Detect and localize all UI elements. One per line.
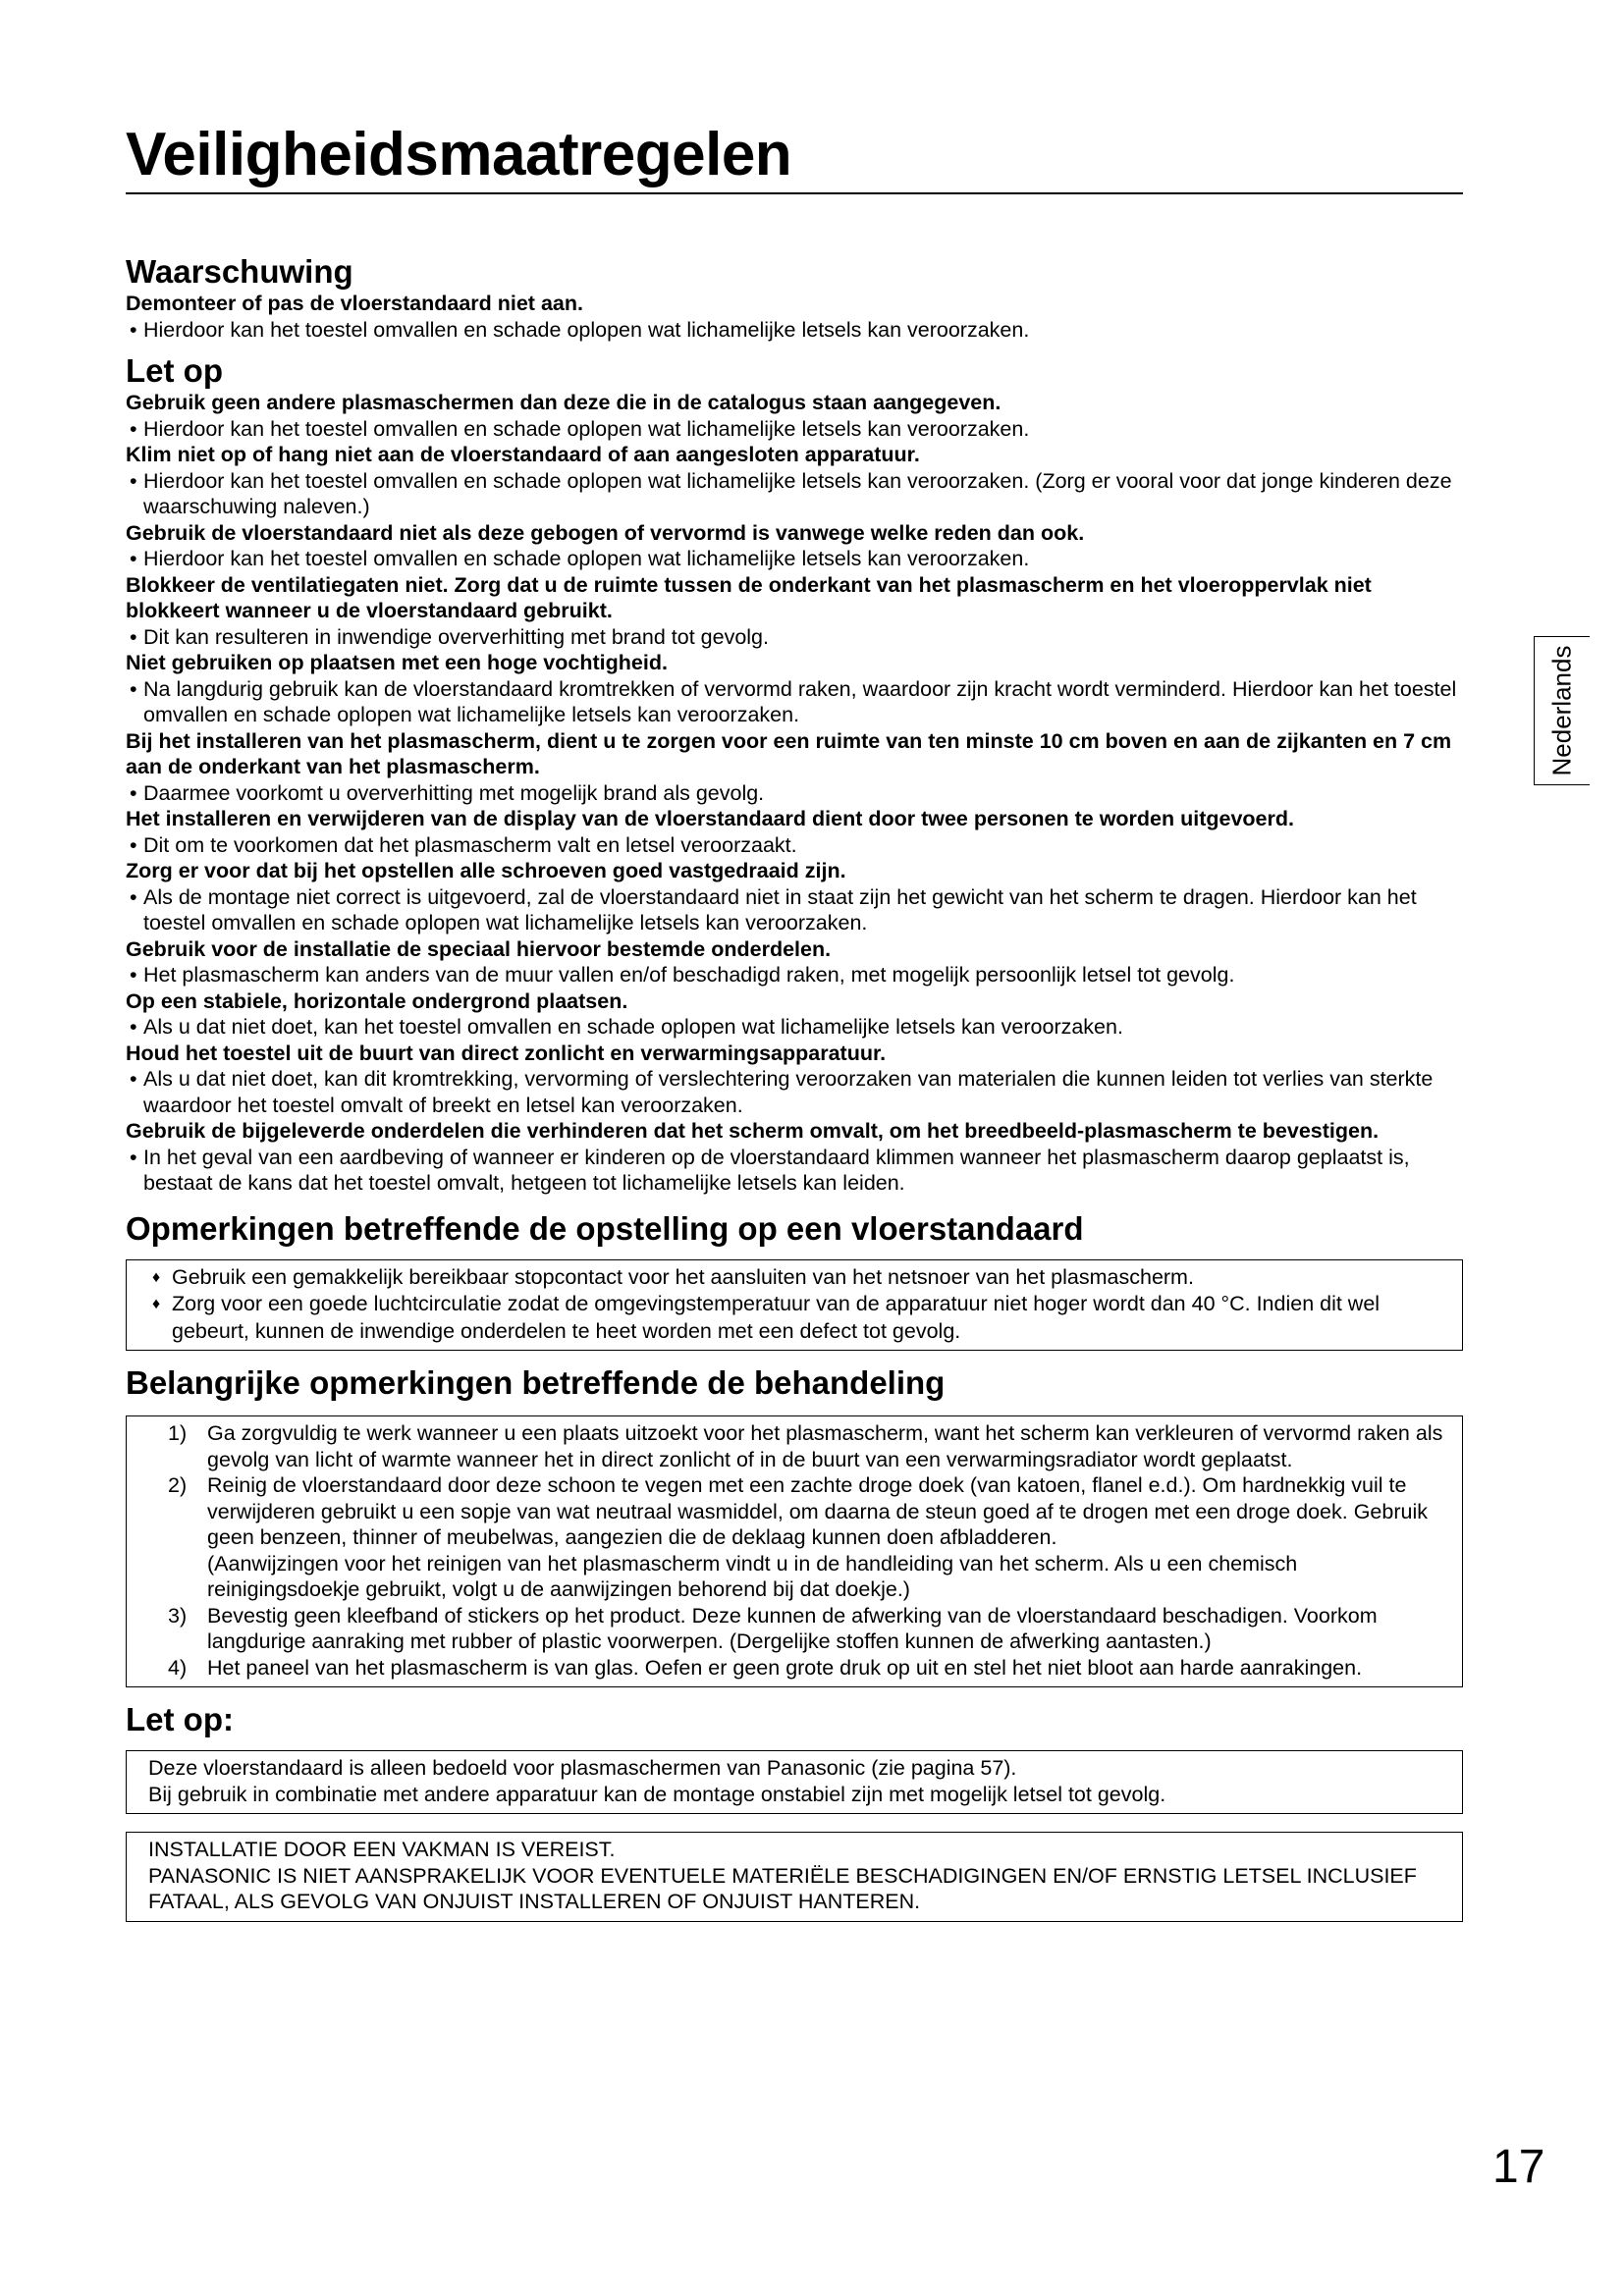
caution-heading: Let op xyxy=(126,352,223,389)
page-number: 17 xyxy=(1492,2141,1545,2193)
handling-note-item xyxy=(148,1603,1444,1655)
language-tab xyxy=(1534,636,1590,785)
caution-item-text: Het plasmascherm kan anders van de muur vallen en/of beschadigd raken, met mogelijk persoonlijk letsel tot gevolg. xyxy=(143,963,1235,987)
caution-item-title: Gebruik de vloerstandaard niet als deze gebogen of vervormd is vanwege welke reden dan ook. xyxy=(126,520,1085,545)
handling-note-extra: (Aanwijzingen voor het reinigen van het plasmascherm vindt u in de handleiding van het scherm. Als u een chemisch reinigingsdoekje gebruikt, volgt u de aanwijzingen behorend bij dat doekje.) xyxy=(207,1551,1298,1601)
warning-item-bullet xyxy=(126,317,1463,344)
handling-notes-box xyxy=(126,1415,1463,1687)
title-divider xyxy=(126,192,1463,194)
installation-notice-box xyxy=(126,1832,1463,1922)
caution-item-bullet xyxy=(126,962,1463,988)
warning-list xyxy=(126,291,1463,343)
caution-item-bullet xyxy=(126,468,1463,520)
caution-item-bullet xyxy=(126,832,1463,859)
handling-note-text: Ga zorgvuldig te werk wanneer u een plaats uitzoekt voor het plasmascherm, want het scherm kan verkleuren of vervormd raken als gevolg van licht of warmte wanneer het in direct zonlicht of in de buurt van een verwarmingsradiator wordt geplaatst. xyxy=(207,1421,1443,1471)
setup-note-text: Gebruik een gemakkelijk bereikbaar stopcontact voor het aansluiten van het netsnoer van het plasmascherm. xyxy=(172,1264,1194,1289)
warning-heading: Waarschuwing xyxy=(126,253,353,290)
installation-notice-line: PANASONIC IS NIET AANSPRAKELIJK VOOR EVENTUELE MATERIËLE BESCHADIGINGEN EN/OF ERNSTIG LETSEL INCLUSIEF FATAAL, ALS GEVOLG VAN ONJUIST INSTALLEREN OF ONJUIST HANTEREN. xyxy=(148,1863,1417,1913)
caution-item-text: Als u dat niet doet, kan dit kromtrekking, vervorming of verslechtering veroorzaken van materialen die kunnen leiden tot verlies van sterkte waardoor het toestel omvalt of breekt en letsel kan veroorzaken. xyxy=(143,1067,1434,1117)
bullet-icon: • xyxy=(130,832,137,857)
bullet-icon: • xyxy=(130,317,137,342)
caution-item-text: Dit kan resulteren in inwendige oververhitting met brand tot gevolg. xyxy=(143,624,769,649)
caution-item-bullet xyxy=(126,780,1463,807)
caution-item-text: Hierdoor kan het toestel omvallen en schade oplopen wat lichamelijke letsels kan veroorzaken. (Zorg er vooral voor dat jonge kinderen deze waarschuwing naleven.) xyxy=(143,468,1452,518)
caution-item-title: Op een stabiele, horizontale ondergrond plaatsen. xyxy=(126,988,628,1013)
handling-note-text: Bevestig geen kleefband of stickers op het product. Deze kunnen de afwerking van de vloerstandaard beschadigen. Voorkom langdurige aanraking met rubber of plastic voorwerpen. (Dergelijke stoffen kunnen de afwerking aantasten.) xyxy=(207,1603,1378,1653)
setup-note-text: Zorg voor een goede luchtcirculatie zodat de omgevingstemperatuur van de apparatuur niet hoger wordt dan 40 °C. Indien dit wel gebeurt, kunnen de inwendige onderdelen te heet worden met een defect tot gevolg. xyxy=(172,1292,1380,1343)
bullet-icon: • xyxy=(130,1015,137,1039)
caution-item-text: Hierdoor kan het toestel omvallen en schade oplopen wat lichamelijke letsels kan veroorzaken. xyxy=(143,547,1030,570)
caution-item-bullet xyxy=(126,416,1463,443)
handling-note-number: 4) xyxy=(168,1655,188,1680)
caution-item-bullet xyxy=(126,1145,1463,1197)
bullet-icon: • xyxy=(130,468,137,493)
note-line: Deze vloerstandaard is alleen bedoeld voor plasmaschermen van Panasonic (zie pagina 57). xyxy=(148,1756,1017,1780)
content xyxy=(126,253,1463,1922)
setup-notes-box xyxy=(126,1259,1463,1352)
caution-item-bullet xyxy=(126,676,1463,728)
caution-item-bullet xyxy=(126,624,1463,651)
bullet-icon: • xyxy=(130,1145,137,1169)
handling-note-text: Reinig de vloerstandaard door deze schoon te vegen met een zachte droge doek (van katoen, flanel e.d.). Om hardnekkig vuil te verwijderen gebruikt u een sopje van wat neutraal wasmiddel, om daarna de steun goed af te drogen met een droge doek. Gebruik geen benzeen, thinner of meubelwas, aangezien die de deklaag kunnen doen afbladderen. xyxy=(207,1473,1428,1549)
setup-note-item xyxy=(148,1264,1444,1292)
bullet-icon: • xyxy=(130,780,137,805)
caution-item-text: Dit om te voorkomen dat het plasmascherm valt en letsel veroorzaakt. xyxy=(143,832,797,857)
diamond-icon: ♦ xyxy=(152,1296,161,1312)
handling-note-number: 2) xyxy=(168,1473,188,1497)
handling-note-item xyxy=(148,1472,1444,1551)
caution-item-bullet xyxy=(126,546,1463,572)
caution-item-bullet xyxy=(126,1066,1463,1118)
handling-note-item xyxy=(148,1420,1444,1472)
language-tab-label: Nederlands xyxy=(1546,645,1577,776)
installation-notice-line: INSTALLATIE DOOR EEN VAKMAN IS VEREIST. xyxy=(148,1838,616,1861)
bullet-icon: • xyxy=(130,624,137,649)
warning-item-title: Demonteer of pas de vloerstandaard niet aan. xyxy=(126,292,583,315)
caution-item-title: Gebruik geen andere plasmaschermen dan deze die in de catalogus staan aangegeven. xyxy=(126,391,1001,414)
bullet-icon: • xyxy=(130,963,137,987)
caution-item-title: Gebruik de bijgeleverde onderdelen die verhinderen dat het scherm omvalt, om het breedbeeld-plasmascherm te bevestigen. xyxy=(126,1119,1380,1143)
diamond-icon: ♦ xyxy=(152,1268,161,1286)
setup-notes-heading: Opmerkingen betreffende de opstelling op een vloerstandaard xyxy=(126,1209,1084,1247)
bullet-icon: • xyxy=(130,1067,137,1091)
caution-list xyxy=(126,390,1463,1197)
note-heading: Let op: xyxy=(126,1701,234,1737)
page-title: Veiligheidsmaatregelen xyxy=(126,121,792,188)
bullet-icon: • xyxy=(130,416,137,441)
setup-note-item xyxy=(148,1291,1444,1344)
bullet-icon: • xyxy=(130,547,137,570)
caution-item-title: Klim niet op of hang niet aan de vloerstandaard of aan aangesloten apparatuur. xyxy=(126,443,920,466)
caution-item-bullet xyxy=(126,884,1463,936)
handling-note-number: 3) xyxy=(168,1603,188,1628)
note-line: Bij gebruik in combinatie met andere apparatuur kan de montage onstabiel zijn met mogelijk letsel tot gevolg. xyxy=(148,1782,1166,1806)
warning-item-text: Hierdoor kan het toestel omvallen en schade oplopen wat lichamelijke letsels kan veroorzaken. xyxy=(143,317,1030,342)
bullet-icon: • xyxy=(130,884,137,909)
caution-item-bullet xyxy=(126,1014,1463,1041)
caution-item-text: Na langdurig gebruik kan de vloerstandaard kromtrekken of vervormd raken, waardoor zijn kracht wordt verminderd. Hierdoor kan het toestel omvallen en schade oplopen wat lichamelijke letsels kan veroorzaken. xyxy=(143,676,1457,726)
caution-item-text: Als u dat niet doet, kan het toestel omvallen en schade oplopen wat lichamelijke letsels kan veroorzaken. xyxy=(143,1015,1123,1039)
handling-note-item xyxy=(148,1655,1444,1682)
handling-note-text: Het paneel van het plasmascherm is van glas. Oefen er geen grote druk op uit en stel het niet bloot aan harde aanrakingen. xyxy=(207,1655,1363,1680)
note-box xyxy=(126,1750,1463,1814)
bullet-icon: • xyxy=(130,676,137,701)
caution-item-title: Zorg er voor dat bij het opstellen alle schroeven goed vastgedraaid zijn. xyxy=(126,859,846,882)
caution-item-title: Houd het toestel uit de buurt van direct zonlicht en verwarmingsapparatuur. xyxy=(126,1041,887,1065)
handling-note-number: 1) xyxy=(168,1421,188,1445)
caution-item-text: Hierdoor kan het toestel omvallen en schade oplopen wat lichamelijke letsels kan veroorzaken. xyxy=(143,416,1030,441)
handling-notes-heading: Belangrijke opmerkingen betreffende de behandeling xyxy=(126,1364,946,1401)
caution-item-title: Blokkeer de ventilatiegaten niet. Zorg dat u de ruimte tussen de onderkant van het plasmascherm en het vloeroppervlak niet blokkeert wanneer u de vloerstandaard gebruikt. xyxy=(126,572,1372,622)
caution-item-title: Het installeren en verwijderen van de display van de vloerstandaard dient door twee personen te worden uitgevoerd. xyxy=(126,807,1294,830)
caution-item-title: Niet gebruiken op plaatsen met een hoge vochtigheid. xyxy=(126,651,668,674)
caution-item-title: Bij het installeren van het plasmascherm, dient u te zorgen voor een ruimte van ten minste 10 cm boven en aan de zijkanten en 7 cm aan de onderkant van het plasmascherm. xyxy=(126,728,1452,778)
caution-item-text: In het geval van een aardbeving of wanneer er kinderen op de vloerstandaard klimmen wanneer het plasmascherm daarop geplaatst is, bestaat de kans dat het toestel omvalt, hetgeen tot lichamelijke letsels kan leiden. xyxy=(143,1145,1410,1195)
caution-item-text: Als de montage niet correct is uitgevoerd, zal de vloerstandaard niet in staat zijn het gewicht van het scherm te dragen. Hierdoor kan het toestel omvallen en schade oplopen wat lichamelijke letsels kan veroorzaken. xyxy=(143,884,1417,934)
caution-item-text: Daarmee voorkomt u oververhitting met mogelijk brand als gevolg. xyxy=(143,780,765,805)
caution-item-title: Gebruik voor de installatie de speciaal hiervoor bestemde onderdelen. xyxy=(126,936,832,961)
